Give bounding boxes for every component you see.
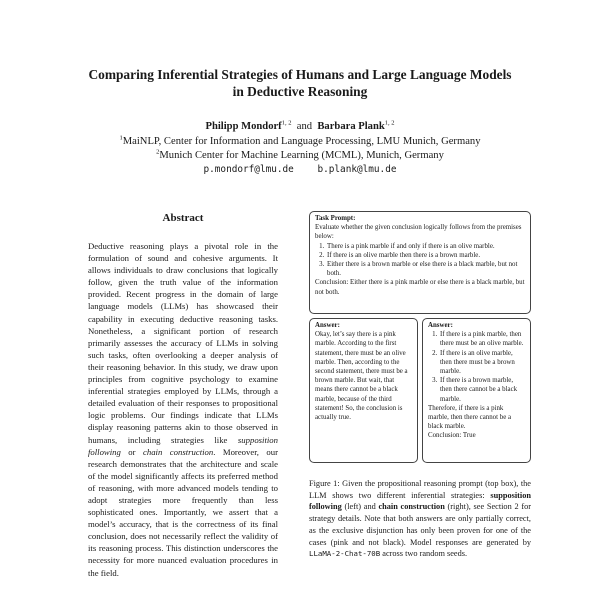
task-prompt-box — [309, 211, 531, 314]
affiliation-1-text: MaiNLP, Center for Information and Language Processing, LMU Munich, Germany — [122, 136, 481, 147]
abstract-em-1: supposition following — [88, 434, 278, 457]
affiliation-2-sup: 2 — [156, 148, 160, 156]
abstract-heading: Abstract — [162, 212, 204, 224]
task-prompt-label: Task Prompt: — [315, 215, 356, 222]
chain-therefore: Therefore, if there is a pink marble, then there cannot be a black marble. — [428, 404, 512, 431]
author-sup-1: 1, 2 — [281, 119, 292, 127]
chain-conclusion: Conclusion: True — [428, 432, 476, 440]
abstract-body — [88, 240, 278, 600]
premise-item: 2. If there is an olive marble then there is a brown marble. — [326, 251, 525, 260]
figure-caption — [309, 478, 531, 560]
caption-bold-1: supposition following — [309, 490, 531, 512]
caption-part-1: Figure 1: Given the propositional reasoning prompt (top box), the LLM shows two different inferential strategies: — [309, 479, 531, 500]
affiliation-1 — [40, 135, 560, 148]
author-joiner: and — [296, 121, 313, 132]
caption-part-3: (right), see Section 2 for strategy details. Note that both answers are only partially correct, as the exclusive disjunction has only been proven for one of the cases (pink and not black). Model responses are generated by — [309, 502, 531, 547]
title-line-1: Comparing Inferential Strategies of Humans and Large Language Models — [88, 67, 512, 82]
affiliation-1-sup: 1 — [119, 134, 123, 142]
affiliation-2-text: Munich Center for Machine Learning (MCML), Munich, Germany — [159, 150, 444, 161]
caption-part-2: (left) and — [341, 502, 379, 512]
email-1: p.mondorf@lmu.de — [203, 164, 294, 175]
abstract-part-2: . Moreover, our research demonstrates that the architecture and scale of the model significantly affects its preferred method of reasoning, with more advanced models tending to adopt strategies more frequently than less sophisticated ones. Importantly, we assert that a model’s accuracy, that is the correctness of its final conclusion, does not necessarily reflect the validity of its reasoning process. This distinction underscores the necessity for more nuanced evaluation procedures in the field. — [88, 446, 278, 578]
caption-model-name: LLaMA-2-Chat-70B — [309, 549, 381, 559]
premise-item: 1. There is a pink marble if and only if there is an olive marble. — [326, 242, 525, 251]
affiliation-2 — [40, 149, 560, 162]
answer-label-right: Answer: — [428, 322, 453, 329]
task-prompt-intro: Evaluate whether the given conclusion logically follows from the premises below: — [315, 224, 522, 241]
author-emails — [40, 163, 560, 176]
paper-title — [40, 66, 560, 100]
author-name-1: Philipp Mondorf — [205, 121, 282, 132]
email-2: b.plank@lmu.de — [317, 164, 397, 175]
author-name-2: Barbara Plank — [317, 121, 385, 132]
author-sup-2: 1, 2 — [384, 119, 395, 127]
caption-part-4: across two random seeds. — [380, 549, 468, 559]
answer-box-supposition — [309, 318, 418, 463]
author-list — [40, 120, 560, 133]
chain-step: 1. If there is a pink marble, then there must be an olive marble. — [439, 330, 525, 348]
answer-label-left: Answer: — [315, 322, 340, 329]
answer-box-chain — [422, 318, 531, 463]
chain-step: 3. If there is a brown marble, then there cannot be a black marble. — [439, 376, 525, 404]
answer-text-left: Okay, let’s say there is a pink marble. According to the first statement, there must be an olive marble. Then, according to the second statement, there must be a brown marble. But wait, that means there cannot be a black marble, because of the third statement! So, the conclusion is actually true. — [315, 331, 408, 422]
chain-step: 2. If there is an olive marble, then there must be a brown marble. — [439, 349, 525, 377]
premise-item: 3. Either there is a brown marble or else there is a black marble, but not both. — [326, 260, 525, 278]
task-conclusion: Conclusion: Either there is a pink marble or else there is a black marble, but not both. — [315, 279, 525, 296]
premise-list — [315, 242, 525, 279]
caption-bold-2: chain construction — [378, 502, 445, 512]
abstract-join-1: or — [120, 446, 144, 457]
chain-step-list — [428, 330, 525, 404]
title-line-2: in Deductive Reasoning — [232, 84, 368, 99]
abstract-part-1: Deductive reasoning plays a pivotal role in the formulation of sound and cohesive arguments. It allows individuals to draw conclusions that logically follow, given the truth value of the information provided. Recent progress in the domain of large language models (LLMs) has showcased their capability in executing deductive reasoning tasks. Nonetheless, a significant portion of research primarily assesses the accuracy of LLMs in solving such tasks, often overlooking a deeper analysis of their reasoning behavior. In this study, we draw upon principles from cognitive psychology to examine inferential strategies employed by LLMs, through a detailed evaluation of their responses to propositional logic problems. Our findings indicate that LLMs display reasoning patterns akin to those observed in humans, including strategies like — [88, 241, 278, 445]
abstract-em-2: chain construction — [143, 446, 214, 457]
